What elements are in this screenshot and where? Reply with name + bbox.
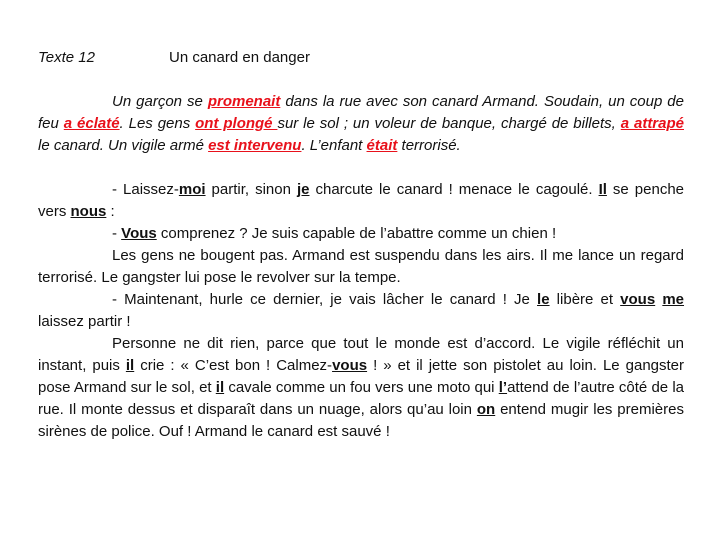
intro-paragraph	[38, 91, 684, 157]
underlined-pronoun: l’	[498, 379, 508, 396]
text-run: charcute le canard ! menace le cagoulé.	[309, 181, 599, 198]
underlined-pronoun: nous	[70, 203, 107, 220]
text-run: comprenez ? Je suis capable de l’abattre comme un chien !	[156, 225, 557, 242]
text-run: -	[112, 225, 122, 242]
text-run: :	[106, 203, 115, 220]
underlined-pronoun: me	[662, 291, 685, 308]
text-run: terrorisé.	[397, 137, 461, 154]
text-run: Personne ne dit rien, parce que tout le monde est d’accord. Le vigile réfléchit un instant, puis	[38, 335, 684, 374]
text-run: le canard. Un vigile armé	[38, 137, 209, 154]
text-number: Texte 12	[38, 49, 95, 66]
highlighted-verb: ont plongé	[195, 115, 278, 132]
text-run: dans la rue avec son canard Armand. Soudain, un coup de feu	[38, 93, 684, 132]
paragraph	[38, 179, 684, 223]
text-run: Un garçon se	[112, 93, 208, 110]
underlined-pronoun: vous	[332, 357, 368, 374]
underlined-pronoun: il	[215, 379, 225, 396]
highlighted-verb: était	[366, 137, 398, 154]
text-run: laissez partir !	[38, 313, 131, 330]
text-run: attend de l’autre côté de la rue. Il monte dessus et disparaît dans un nuage, alors qu’au loin	[38, 379, 685, 418]
underlined-pronoun: Vous	[121, 225, 157, 242]
text-run: - Maintenant, hurle ce dernier, je vais lâcher le canard ! Je	[112, 291, 538, 308]
text-run: entend mugir les premières sirènes de police. Ouf ! Armand le canard est sauvé !	[38, 401, 684, 440]
text-run: sur le sol ; un voleur de banque, chargé de billets,	[277, 115, 621, 132]
text-run: cavale comme un fou vers une moto qui	[224, 379, 499, 396]
underlined-pronoun: moi	[178, 181, 206, 198]
underlined-pronoun: vous	[620, 291, 656, 308]
paragraph	[38, 289, 684, 333]
underlined-pronoun: le	[537, 291, 550, 308]
text-run: - Laissez-	[112, 181, 179, 198]
text-run: Les gens ne bougent pas. Armand est suspendu dans les airs. Il me lance un regard terrorisé. Le gangster lui pose le revolver sur la tempe.	[38, 247, 684, 286]
story-text	[38, 91, 684, 443]
text-run: . L’enfant	[301, 137, 367, 154]
underlined-pronoun: Il	[598, 181, 607, 198]
underlined-pronoun: on	[476, 401, 496, 418]
text-run: . Les gens	[119, 115, 196, 132]
text-run: se penche vers	[38, 181, 684, 220]
text-run: ! » et il jette son pistolet au loin. Le gangster pose Armand sur le sol, et	[38, 357, 685, 396]
underlined-pronoun: je	[296, 181, 310, 198]
highlighted-verb: promenait	[207, 93, 281, 110]
text-run: crie : « C’est bon ! Calmez-	[134, 357, 333, 374]
highlighted-verb: est intervenu	[208, 137, 302, 154]
paragraph	[38, 333, 684, 443]
text-run: libère et	[549, 291, 621, 308]
paragraph	[38, 245, 684, 289]
highlighted-verb: a éclaté	[63, 115, 120, 132]
paragraph	[38, 223, 684, 245]
text-title: Un canard en danger	[169, 49, 310, 66]
text-run: partir, sinon	[205, 181, 297, 198]
underlined-pronoun: il	[125, 357, 135, 374]
heading	[38, 47, 678, 69]
highlighted-verb: a attrapé	[620, 115, 684, 132]
